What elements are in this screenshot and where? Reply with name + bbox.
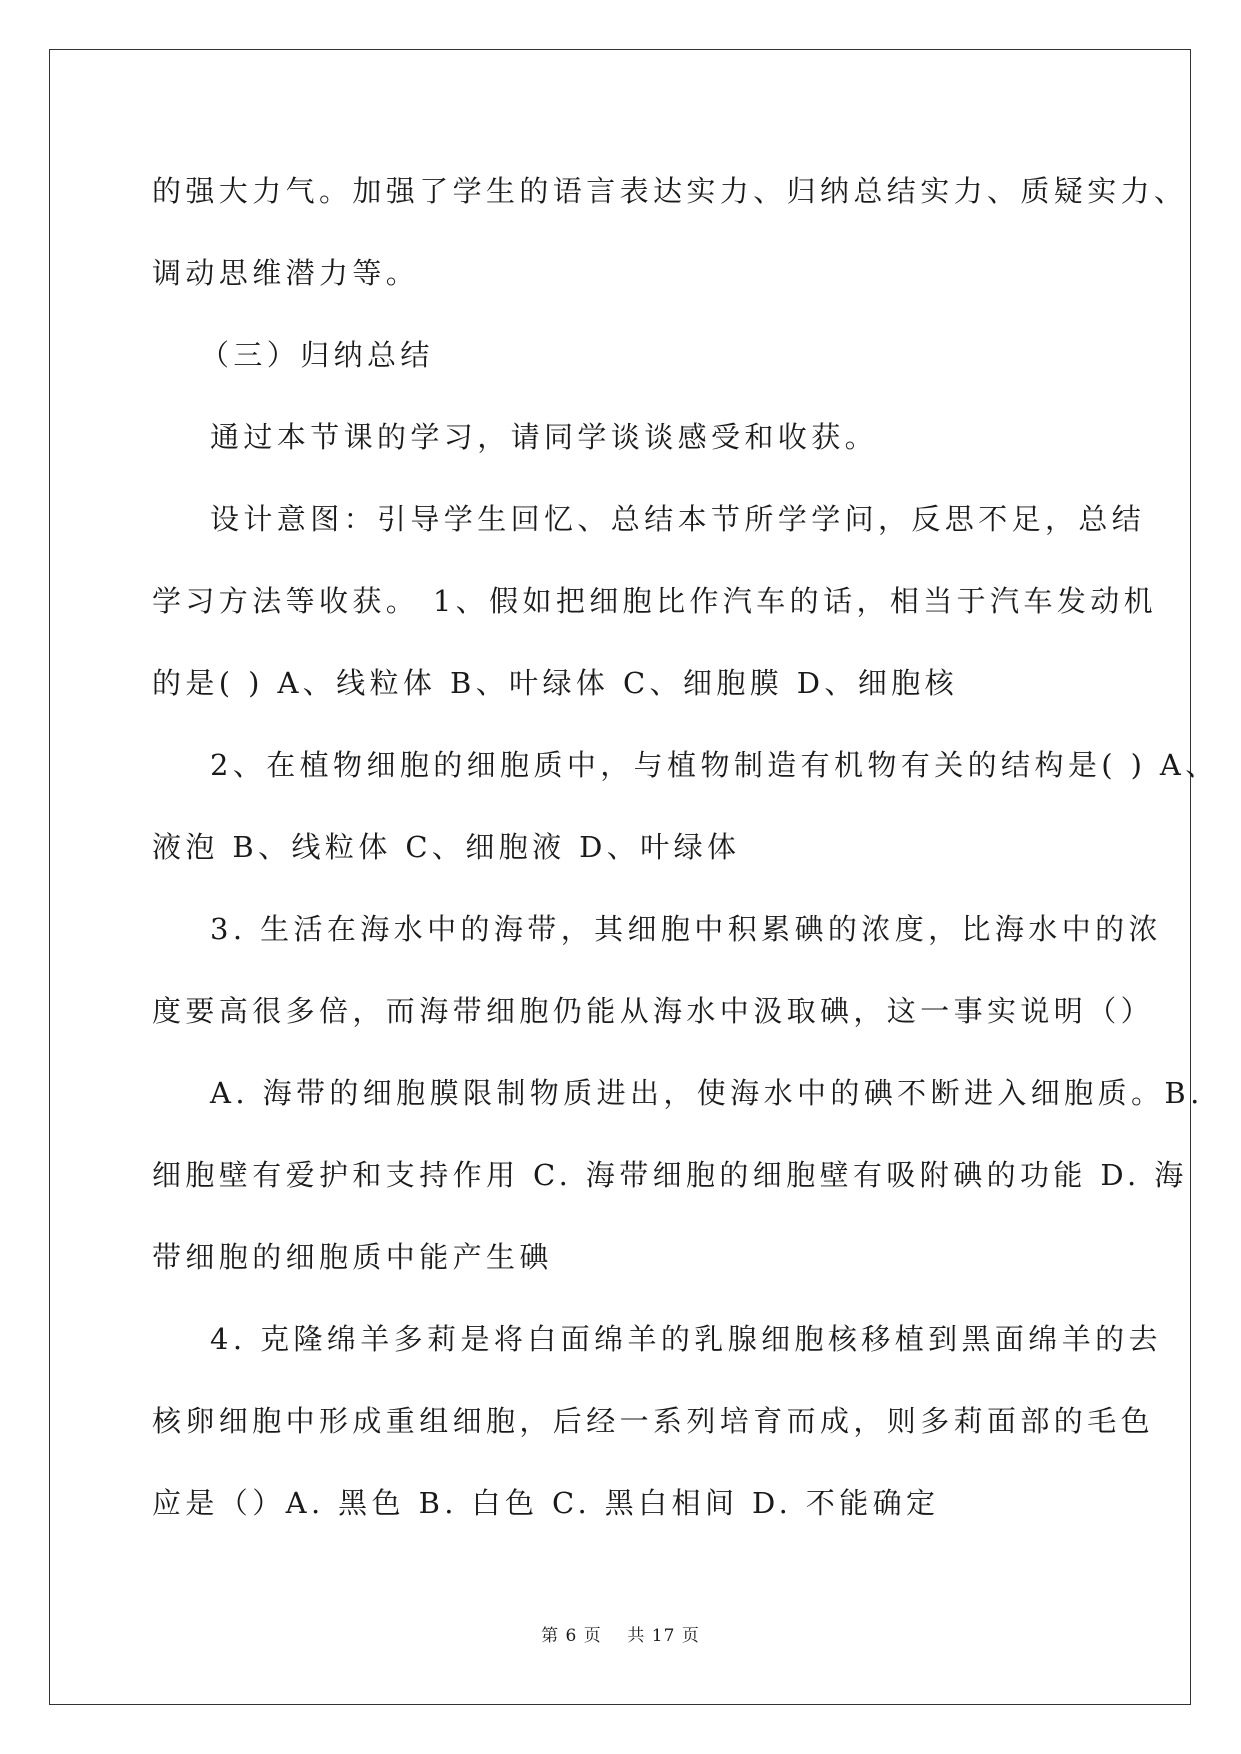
question-line: 度要高很多倍，而海带细胞仍能从海水中汲取碘，这一事实说明（） bbox=[152, 994, 1155, 1028]
question-line: 核卵细胞中形成重组细胞，后经一系列培育而成，则多莉面部的毛色 bbox=[152, 1404, 1155, 1438]
body-line: 学习方法等收获。 1、假如把细胞比作汽车的话，相当于汽车发动机 bbox=[152, 584, 1158, 618]
document-body bbox=[152, 150, 1219, 1544]
body-line: 的强大力气。加强了学生的语言表达实力、归纳总结实力、质疑实力、 bbox=[152, 174, 1188, 208]
answer-line: A. 海带的细胞膜限制物质进出，使海水中的碘不断进入细胞质。B. bbox=[210, 1076, 1204, 1110]
body-line: 设计意图：引导学生回忆、总结本节所学学问，反思不足，总结 bbox=[210, 502, 1146, 536]
question-line: 应是（）A. 黑色 B. 白色 C. 黑白相间 D. 不能确定 bbox=[152, 1486, 940, 1520]
body-line: 通过本节课的学习，请同学谈谈感受和收获。 bbox=[210, 420, 879, 454]
page-total: 共 17 页 bbox=[627, 1626, 700, 1646]
page-footer bbox=[0, 1621, 1241, 1646]
answer-line: 细胞壁有爱护和支持作用 C. 海带细胞的细胞壁有吸附碘的功能 D. 海 bbox=[152, 1158, 1188, 1192]
question-line: 3. 生活在海水中的海带，其细胞中积累碘的浓度，比海水中的浓 bbox=[210, 912, 1162, 946]
answer-line: 带细胞的细胞质中能产生碘 bbox=[152, 1240, 553, 1274]
question-line: 液泡 B、线粒体 C、细胞液 D、叶绿体 bbox=[152, 830, 741, 864]
question-line: 2、在植物细胞的细胞质中，与植物制造有机物有关的结构是( ) A、 bbox=[210, 748, 1219, 782]
body-line: 调动思维潜力等。 bbox=[152, 256, 420, 290]
question-line: 4. 克隆绵羊多莉是将白面绵羊的乳腺细胞核移植到黑面绵羊的去 bbox=[210, 1322, 1162, 1356]
section-heading: （三）归纳总结 bbox=[200, 338, 434, 372]
body-line: 的是( ) A、线粒体 B、叶绿体 C、细胞膜 D、细胞核 bbox=[152, 666, 959, 700]
page-number: 第 6 页 bbox=[541, 1626, 602, 1646]
